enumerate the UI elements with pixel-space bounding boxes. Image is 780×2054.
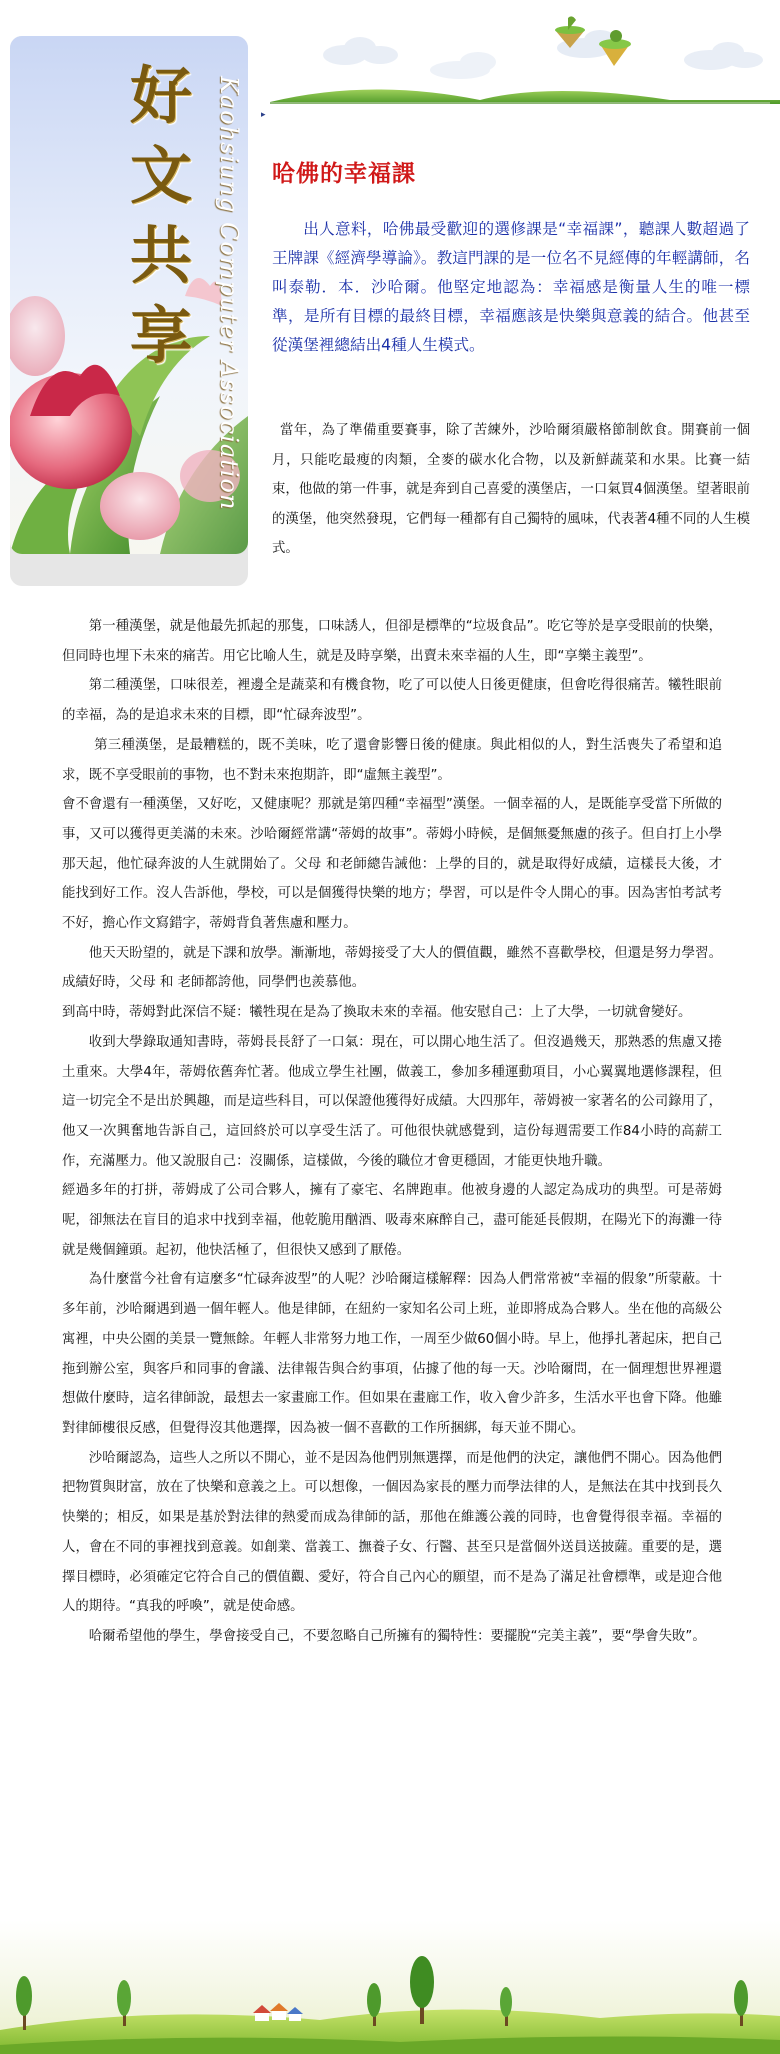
banner-panel <box>10 36 248 586</box>
article-body <box>62 612 722 1652</box>
paragraph: 到高中時，蒂姆對此深信不疑：犧牲現在是為了換取未來的幸福。他安慰自己：上了大學，一切就會變好。 <box>62 1005 692 1021</box>
cloud-icon <box>684 42 763 70</box>
bullet-arrow-icon: ▸ <box>261 110 266 120</box>
landscape-decoration <box>0 1920 780 2054</box>
paragraph: 經過多年的打拼，蒂姆成了公司合夥人，擁有了豪宅、名牌跑車。他被身邊的人認定為成功的典型。可是蒂姆呢，卻無法在盲目的追求中找到幸福，他乾脆用酗酒、吸毒來麻醉自己，盡可能延長假期，在陽光下的海灘一待就是幾個鐘頭。起初，他快活極了，但很快又感到了厭倦。 <box>62 1183 722 1258</box>
hill-icon <box>270 89 780 104</box>
cloud-icon <box>430 52 496 79</box>
article-intro: 出人意料，哈佛最受歡迎的選修課是“幸福課”，聽課人數超過了王牌課《經濟學導論》。教這門課的是一位名不見經傳的年輕講師，名叫泰勒．本．沙哈爾。他堅定地認為：幸福感是衡量人生的唯一標準，是所有目標的最終目標，幸福應該是快樂與意義的結合。他甚至從漢堡裡總結出4種人生模式。 <box>272 220 750 354</box>
paragraph: 收到大學錄取通知書時，蒂姆長長舒了一口氣：現在，可以開心地生活了。但沒過幾天，那熟悉的焦慮又捲土重來。大學4年，蒂姆依舊奔忙著。他成立學生社團，做義工，參加多種運動項目，小心翼翼地選修課程，但這一切完全不是出於興趣，而是這些科目，可以保證他獲得好成績。大四那年，蒂姆被一家著名的公司錄用了，他又一次興奮地告訴自己，這回終於可以享受生活了。可他很快就感覺到，這份每週需要工作84小時的高薪工作，充滿壓力。他又說服自己：沒關係，這樣做，今後的職位才會更穩固，才能更快地升職。 <box>62 1034 722 1169</box>
paragraph: 第一種漢堡，就是他最先抓起的那隻，口味誘人，但卻是標準的“垃圾食品”。吃它等於是享受眼前的快樂，但同時也埋下未來的痛苦。用它比喻人生，就是及時享樂，出賣未來幸福的人生，即“享樂主義型”。 <box>62 619 722 664</box>
banner-title: 好文共享 <box>129 59 192 372</box>
banner-subtitle: Kaohsiung Computer Association <box>215 76 243 511</box>
paragraph: 會不會還有一種漢堡，又好吃，又健康呢？那就是第四種“幸福型”漢堡。一個幸福的人，是既能享受當下所做的事，又可以獲得更美滿的未來。沙哈爾經常講“蒂姆的故事”。蒂姆小時候，是個無憂無慮的孩子。但自打上小學那天起，他忙碌奔波的人生就開始了。父母 和老師總告誡他：上學的目的，就是取得好成績，這樣長大後，才能找到好工作。沒人告訴他，學校，可以是個獲得快樂的地方；學習，可以是件令人開心的事。因為害怕考試考不好，擔心作文寫錯字，蒂姆背負著焦慮和壓力。 <box>62 797 722 932</box>
sky-decoration <box>250 0 780 110</box>
banner-image <box>10 36 248 554</box>
article-first-paragraph: 當年，為了準備重要賽事，除了苦練外，沙哈爾須嚴格節制飲食。開賽前一個月，只能吃最瘦的肉類，全麥的碳水化合物，以及新鮮蔬菜和水果。比賽一結束，他做的第一件事，就是奔到自己喜愛的漢堡店，一口氣買4個漢堡。望著眼前的漢堡，他突然發現，它們每一種都有自己獨特的風味，代表著4種不同的人生模式。 <box>272 423 750 556</box>
paragraph: 他天天盼望的，就是下課和放學。漸漸地，蒂姆接受了大人的價值觀，雖然不喜歡學校，但還是努力學習。成績好時，父母 和 老師都誇他，同學們也羨慕他。 <box>62 945 722 991</box>
paragraph: 第二種漢堡，口味很差，裡邊全是蔬菜和有機食物，吃了可以使人日後更健康，但會吃得很痛苦。犧牲眼前的幸福，為的是追求未來的目標，即“忙碌奔波型”。 <box>62 678 722 724</box>
paragraph: 第三種漢堡，是最糟糕的，既不美味，吃了還會影響日後的健康。與此相似的人，對生活喪失了希望和追求，既不享受眼前的事物，也不對未來抱期許，即“虛無主義型”。 <box>62 737 722 783</box>
paragraph: 為什麼當今社會有這麼多“忙碌奔波型”的人呢？沙哈爾這樣解釋：因為人們常常被“幸福的假象”所蒙蔽。十多年前，沙哈爾遇到過一個年輕人。他是律師，在紐約一家知名公司上班，並即將成為合夥人。坐在他的高級公寓裡，中央公園的美景一覽無餘。年輕人非常努力地工作，一周至少做60個小時。早上，他掙扎著起床，把自己拖到辦公室，與客戶和同事的會議、法律報告與合約事項，佔據了他的每一天。沙哈爾問，在一個理想世界裡還想做什麼時，這名律師說，最想去一家畫廊工作。但如果在畫廊工作，收入會少許多，生活水平也會下降。他雖對律師樓很反感，但覺得沒其他選擇，因為被一個不喜歡的工作所捆綁，每天並不開心。 <box>62 1272 722 1436</box>
paragraph: 沙哈爾認為，這些人之所以不開心，並不是因為他們別無選擇，而是他們的決定，讓他們不開心。因為他們把物質與財富，放在了快樂和意義之上。可以想像，一個因為家長的壓力而學法律的人，是無法在其中找到長久快樂的；相反，如果是基於對法律的熱愛而成為律師的話，那他在維護公義的同時，也會覺得很幸福。幸福的人，會在不同的事裡找到意義。如創業、當義工、撫養子女、行醫、甚至只是當個外送員送披薩。重要的是，選擇目標時，必須確定它符合自己的價值觀、愛好，符合自己內心的願望，而不是為了滿足社會標準，或是迎合他人的期待。“真我的呼喚”，就是使命感。 <box>62 1450 722 1615</box>
article-title: 哈佛的幸福課 <box>272 160 416 187</box>
cloud-icon <box>323 37 398 65</box>
paragraph: 哈爾希望他的學生，學會接受自己，不要忽略自己所擁有的獨特性：要擺脫“完美主義”，要“學會失敗”。 <box>88 1628 706 1644</box>
